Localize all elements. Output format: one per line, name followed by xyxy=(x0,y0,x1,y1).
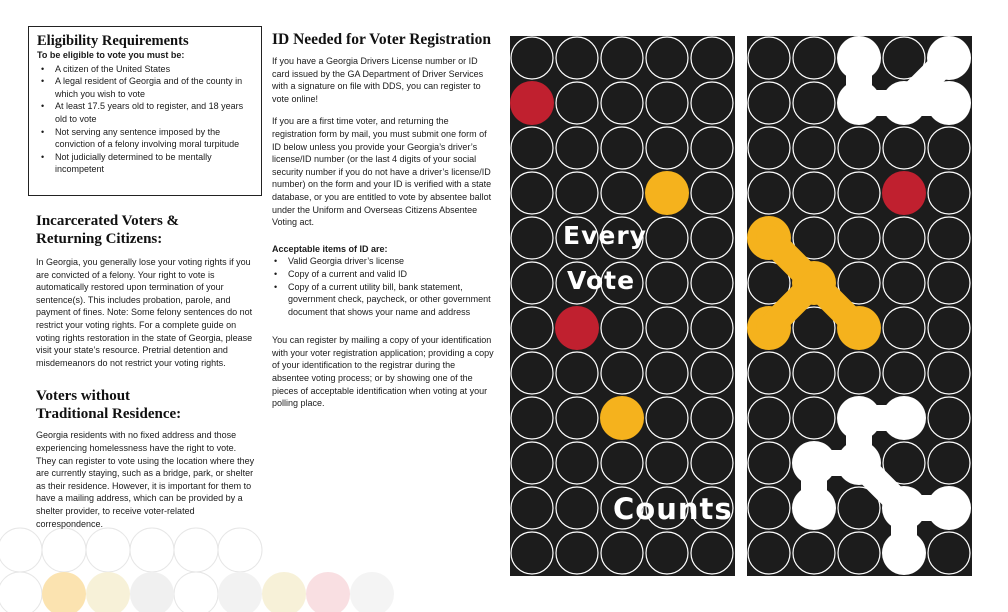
outline-dot xyxy=(838,127,880,169)
outline-dot xyxy=(793,127,835,169)
outline-dot xyxy=(838,532,880,574)
poster-word-every: Every xyxy=(563,221,647,250)
incarcerated-body: In Georgia, you generally lose your voting rights if you are convicted of a felony. Your right to vote is automatically restored upon termination of your sentence(s). This includes probation, parole, and payment of fines. Note: Some felony sentences do not restrict your voting rights. For a complete guide on voting rights restoration in the state of Georgia, please visit your state’s resource. Pretrial detention and misdemeanors do not restrict your voting rights. xyxy=(36,257,253,368)
id-paragraph-mailing: You can register by mailing a copy of your identification with your voter registration application; providing a copy of your identification to the registrar during the absentee voting process; or by showing one of the pieces of acceptable identification when voting at your polling place. xyxy=(272,335,494,409)
outline-dot xyxy=(556,442,598,484)
eligibility-title: Eligibility Requirements xyxy=(37,33,189,49)
outline-dot xyxy=(748,442,790,484)
list-item: • Not serving any sentence imposed by the conviction of a felony involving moral turpitude xyxy=(41,126,253,151)
outline-dot xyxy=(511,127,553,169)
outline-dot xyxy=(556,172,598,214)
heading-line: Returning Citizens: xyxy=(36,231,163,247)
filled-dot xyxy=(600,396,644,440)
outline-dot xyxy=(601,37,643,79)
id-paragraph-first-time: If you are a first time voter, and returning the registration form by mail, you must submit one form of ID below unless you provide your Georgia’s driver’s license/ID number (or the last 4 digits of your social security number if you do not have a driver’s license/ID number) on the form and your ID is verified with a state database, or you are entitled to vote by absentee ballot under the Uniform and Overseas Citizens Absentee Voting act. xyxy=(272,116,492,228)
outline-dot xyxy=(511,307,553,349)
outline-dot xyxy=(601,307,643,349)
outline-dot xyxy=(601,127,643,169)
outline-dot xyxy=(883,127,925,169)
outline-dot xyxy=(793,397,835,439)
outline-dot xyxy=(691,352,733,394)
outline-dot xyxy=(511,262,553,304)
outline-dot xyxy=(748,397,790,439)
eligibility-intro: To be eligible to vote you must be: xyxy=(37,50,185,60)
id-paragraph-online: If you have a Georgia Drivers License number or ID card issued by the GA Department of Driver Services with a signature on file with DDS, you can register to vote online! xyxy=(272,56,484,104)
outline-dot xyxy=(928,217,970,259)
outline-dot xyxy=(838,217,880,259)
poster-word-counts: Counts. xyxy=(613,492,745,526)
outline-dot xyxy=(511,442,553,484)
outline-dot xyxy=(928,532,970,574)
outline-dot xyxy=(883,307,925,349)
outline-dot xyxy=(928,127,970,169)
outline-dot xyxy=(691,307,733,349)
list-item: • Valid Georgia driver’s license xyxy=(274,255,494,268)
incarcerated-heading xyxy=(36,212,262,248)
no-residence-heading xyxy=(36,387,262,423)
outline-dot xyxy=(511,487,553,529)
outline-dot xyxy=(556,487,598,529)
outline-dot xyxy=(883,352,925,394)
outline-dot xyxy=(601,172,643,214)
outline-dot xyxy=(646,262,688,304)
outline-dot xyxy=(928,172,970,214)
outline-dot xyxy=(838,172,880,214)
outline-dot xyxy=(691,397,733,439)
dot-connector xyxy=(814,283,859,328)
outline-dot xyxy=(793,82,835,124)
outline-dot xyxy=(691,442,733,484)
no-residence-body: Georgia residents with no fixed address and those experiencing homelessness have the right to vote. They can register to vote using the location where they are currently staying, such as a bridge, park, or shelter as their residence. However, it is important for them to have a mailing address, which can be provided by a shelter provider, to receive voter-related correspondence. xyxy=(36,430,255,529)
acceptable-id-list xyxy=(272,255,494,318)
outline-dot xyxy=(601,442,643,484)
outline-dot xyxy=(691,172,733,214)
list-item: • Copy of a current utility bill, bank statement, government check, paycheck, or other government document that shows your name and address xyxy=(274,281,494,319)
outline-dot xyxy=(793,352,835,394)
outline-dot xyxy=(556,82,598,124)
outline-dot xyxy=(646,127,688,169)
middle-column xyxy=(272,31,494,420)
heading-line: Traditional Residence: xyxy=(36,406,182,423)
outline-dot xyxy=(748,352,790,394)
outline-dot xyxy=(748,82,790,124)
filled-dot xyxy=(645,171,689,215)
outline-dot xyxy=(556,37,598,79)
outline-dot xyxy=(748,37,790,79)
outline-dot xyxy=(646,82,688,124)
outline-dot xyxy=(646,352,688,394)
eligibility-list xyxy=(37,63,253,176)
outline-dot xyxy=(838,352,880,394)
outline-dot xyxy=(511,397,553,439)
outline-dot xyxy=(691,262,733,304)
outline-dot xyxy=(748,127,790,169)
outline-dot xyxy=(601,82,643,124)
poster-panel-right xyxy=(747,36,972,576)
outline-dot xyxy=(511,37,553,79)
outline-dot xyxy=(928,442,970,484)
outline-dot xyxy=(793,37,835,79)
outline-dot xyxy=(556,397,598,439)
id-needed-title: ID Needed for Voter Registration xyxy=(272,31,491,48)
outline-dot xyxy=(883,262,925,304)
list-item: • At least 17.5 years old to register, and 18 years old to vote xyxy=(41,100,253,125)
outline-dot xyxy=(511,352,553,394)
dot-connector xyxy=(859,463,904,508)
circle-grid-right xyxy=(747,36,972,576)
list-item: • Not judicially determined to be mentally incompetent xyxy=(41,151,253,176)
left-column xyxy=(28,26,262,530)
outline-dot xyxy=(646,217,688,259)
outline-dot xyxy=(691,37,733,79)
acceptable-id-title: Acceptable items of ID are: xyxy=(272,243,388,254)
list-item: • A legal resident of Georgia and of the county in which you wish to vote xyxy=(41,75,253,100)
outline-dot xyxy=(556,532,598,574)
outline-dot xyxy=(748,487,790,529)
outline-dot xyxy=(691,127,733,169)
outline-dot xyxy=(691,217,733,259)
outline-dot xyxy=(646,37,688,79)
outline-dot xyxy=(601,352,643,394)
filled-dot xyxy=(510,81,554,125)
outline-dot xyxy=(691,532,733,574)
heading-line: Voters without xyxy=(36,388,131,405)
outline-dot xyxy=(511,532,553,574)
outline-dot xyxy=(511,217,553,259)
filled-dot xyxy=(882,171,926,215)
outline-dot xyxy=(928,307,970,349)
outline-dot xyxy=(556,352,598,394)
outline-dot xyxy=(646,307,688,349)
outline-dot xyxy=(748,532,790,574)
heading-line: Incarcerated Voters & xyxy=(36,213,180,229)
outline-dot xyxy=(646,397,688,439)
decorative-background-circles xyxy=(0,520,430,612)
outline-dot xyxy=(646,442,688,484)
poster-word-vote: Vote xyxy=(567,266,636,295)
eligibility-box xyxy=(28,26,262,196)
filled-dot xyxy=(555,306,599,350)
outline-dot xyxy=(646,532,688,574)
outline-dot xyxy=(556,127,598,169)
list-item: • A citizen of the United States xyxy=(41,63,253,76)
outline-dot xyxy=(793,172,835,214)
outline-dot xyxy=(928,397,970,439)
outline-dot xyxy=(883,217,925,259)
outline-dot xyxy=(748,172,790,214)
list-item: • Copy of a current and valid ID xyxy=(274,268,494,281)
outline-dot xyxy=(793,532,835,574)
outline-dot xyxy=(928,262,970,304)
outline-dot xyxy=(928,352,970,394)
outline-dot xyxy=(601,532,643,574)
outline-dot xyxy=(511,172,553,214)
outline-dot xyxy=(691,82,733,124)
